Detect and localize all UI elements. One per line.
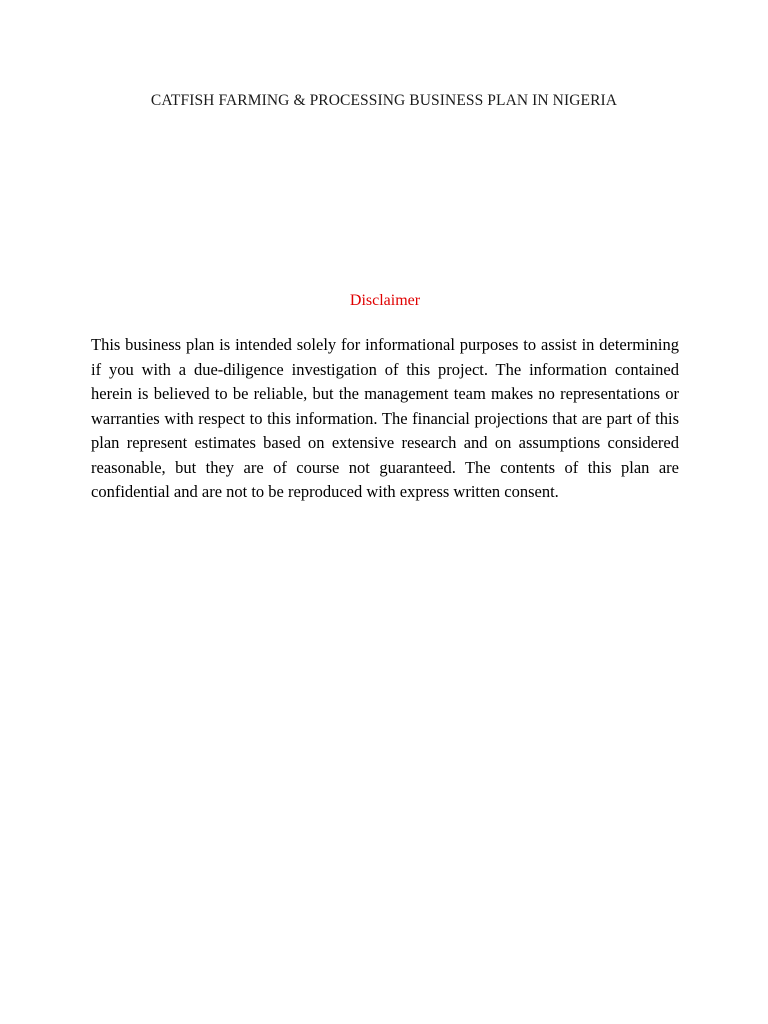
disclaimer-heading: Disclaimer (349, 292, 421, 309)
document-title: CATFISH FARMING & PROCESSING BUSINESS PLAN IN NIGERIA (150, 92, 618, 109)
disclaimer-body: This business plan is intended solely for informational purposes to assist in determining if you with a due-diligence investigation of this project. The information contained herein is believed to be reliable, but the management team makes no representations or warranties with respect to this information. The financial projections that are part of this plan represent estimates based on extensive research and on assumptions considered reasonable, but they are of course not guaranteed. The contents of this plan are confidential and are not to be reproduced with express written consent. (91, 335, 679, 501)
